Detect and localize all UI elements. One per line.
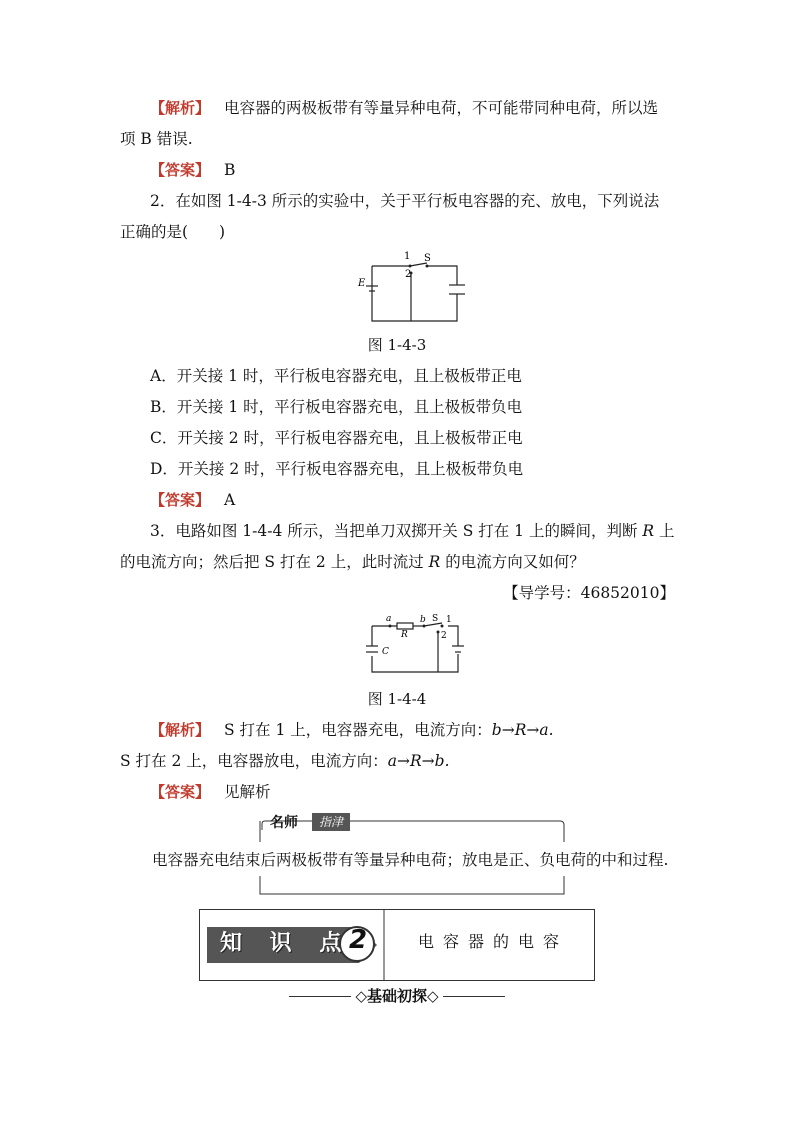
q2-option-b: B．开关接 1 时，平行板电容器充电，且上极板带负电 [150, 398, 523, 416]
label-e: E [358, 278, 366, 289]
divider [443, 996, 505, 997]
q2-option-d: D．开关接 2 时，平行板电容器充电，且上极板带负电 [150, 460, 524, 478]
q2-option-a: A．开关接 1 时，平行板电容器充电，且上极板带正电 [150, 367, 522, 385]
analysis-tag: 【解析】 [150, 99, 211, 117]
note-label: 名师 [270, 815, 298, 831]
label-r: R [401, 630, 408, 640]
q3-answer [120, 777, 675, 807]
section-heading: ◇基础初探◇ [0, 985, 794, 1006]
symbol-r: R [428, 553, 441, 571]
answer-tag: 【答案】 [150, 491, 211, 509]
label-c: C [382, 647, 389, 657]
q3-stem-cont: 的电流方向；然后把 S 打在 2 上，此时流过 R 的电流方向又如何？ [120, 553, 585, 571]
q1-analysis-cont: 项 B 错误. [120, 130, 193, 148]
analysis-tag: 【解析】 [150, 721, 211, 739]
guide-number: 【导学号：46852010】 [503, 584, 675, 602]
q2-option-c: C．开关接 2 时，平行板电容器充电，且上极板带正电 [150, 429, 523, 447]
label-s: S [432, 614, 439, 624]
label-1: 1 [446, 615, 452, 625]
q3-answer-value: 见解析 [224, 783, 271, 801]
circuit-figure-1-4-4 [362, 612, 466, 678]
knowledge-point-number: 2 [349, 925, 368, 955]
label-1: 1 [404, 251, 411, 262]
q2-answer-value: A [224, 491, 236, 509]
q1-answer-value: B [224, 161, 236, 179]
q1-analysis-text: 电容器的两极板带有等量异种电荷，不可能带同种电荷，所以选 [224, 99, 659, 117]
note-text: 电容器充电结束后两极板带有等量异种电荷；放电是正、负电荷的中和过程. [152, 851, 669, 869]
label-s: S [424, 253, 431, 264]
note-badge: 指津 [312, 813, 350, 831]
label-2: 2 [405, 269, 412, 280]
q3-analysis-cont: S 打在 2 上，电容器放电，电流方向：a→R→b. [120, 752, 450, 770]
q1-answer [120, 155, 675, 185]
symbol-r: R [642, 522, 655, 540]
q3-analysis: 【解析】 S 打在 1 上，电容器充电，电流方向：b→R→a. [150, 721, 554, 739]
circuit-figure-1-4-3 [355, 250, 475, 330]
q2-stem-cont: 正确的是( ) [120, 223, 226, 241]
divider [289, 996, 351, 997]
label-a: a [386, 614, 392, 624]
q3-stem: 3．电路如图 1-4-4 所示，当把单刀双掷开关 S 打在 1 上的瞬间，判断 R 上 [150, 522, 675, 540]
figure-caption-1-4-4: 图 1-4-4 [367, 690, 427, 708]
q1-analysis [120, 93, 675, 123]
figure-caption-1-4-3: 图 1-4-3 [367, 336, 427, 354]
label-b: b [420, 615, 426, 625]
q2-answer [120, 485, 675, 515]
knowledge-point-label: 知 识 点 [220, 931, 352, 956]
q2-stem: 2．在如图 1-4-3 所示的实验中，关于平行板电容器的充、放电，下列说法 [150, 192, 660, 210]
answer-tag: 【答案】 [150, 161, 211, 179]
answer-tag: 【答案】 [150, 783, 211, 801]
knowledge-point-title: 电容器的电容 [418, 932, 569, 951]
label-2: 2 [441, 631, 447, 641]
